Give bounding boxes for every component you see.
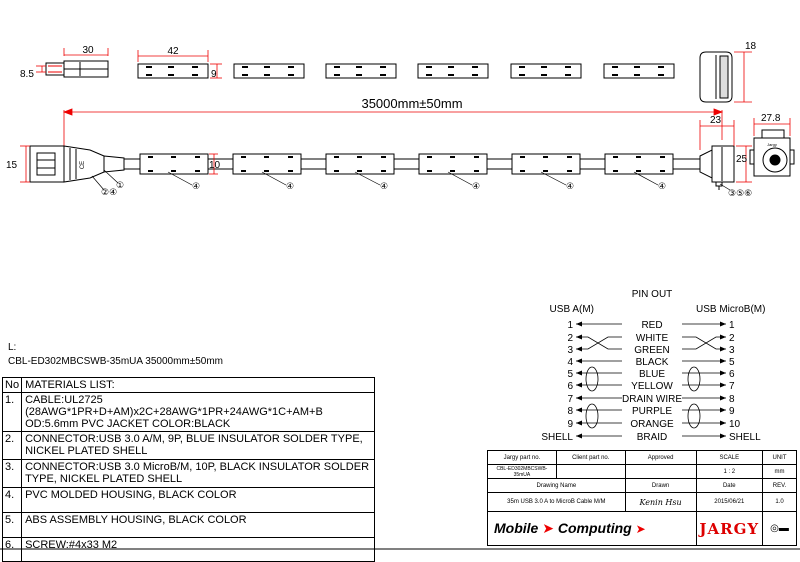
- tb-drawn-value: Kenin Hsu: [625, 493, 696, 512]
- pin-right-5: 6: [729, 369, 735, 380]
- materials-text: CONNECTOR:USB 3.0 A/M, 9P, BLUE INSULATOR SOLDER TYPE, NICKEL PLATED SHELL: [22, 432, 375, 460]
- end-width-dim: [734, 52, 752, 102]
- part-label: L:: [8, 342, 17, 353]
- tb-approved-label: Approved: [625, 451, 696, 465]
- pin-right-3: 3: [729, 345, 735, 356]
- materials-no: 4.: [3, 488, 22, 513]
- materials-row: [3, 432, 375, 460]
- materials-no: 2.: [3, 432, 22, 460]
- pin-signal-7: DRAIN WIRE: [622, 394, 682, 405]
- plug-side-label: 15: [6, 160, 18, 171]
- materials-text: PVC MOLDED HOUSING, BLACK COLOR: [22, 488, 375, 513]
- pin-right-10: SHELL: [729, 432, 761, 443]
- part-code: CBL-ED302MBCSWB-35mUA 35000mm±50mm: [8, 356, 223, 367]
- materials-row: [3, 513, 375, 538]
- tb-client-part-label: Client part no.: [556, 451, 625, 465]
- tb-jargy-logo: JARGY: [696, 512, 763, 546]
- pin-right-7: 8: [729, 394, 735, 405]
- micro-b-width-label: 27.8: [761, 113, 781, 124]
- usb-a-plug-detail: [46, 61, 108, 77]
- ferrite-length-label: 42: [167, 46, 179, 57]
- materials-row: [3, 460, 375, 488]
- tb-unit-label: UNIT: [763, 451, 797, 465]
- tb-rev-label: REV.: [763, 479, 797, 493]
- title-block-row-2: [488, 465, 797, 479]
- materials-no: 5.: [3, 513, 22, 538]
- pin-signal-6: YELLOW: [631, 381, 673, 392]
- pin-right-9: 10: [729, 419, 741, 430]
- tb-drawn-label: Drawn: [625, 479, 696, 493]
- title-block: [487, 450, 797, 546]
- materials-text: CABLE:UL2725 (28AWG*1PR+D+AM)x2C+28AWG*1PR+24AWG*1C+AM+B OD:5.6mm PVC JACKET COLOR:BLACK: [22, 393, 375, 432]
- materials-header-no: No: [3, 378, 22, 393]
- tb-date-value: 2015/06/21: [696, 493, 763, 512]
- plug-side-dim: [20, 146, 30, 182]
- tb-approved-value: [625, 465, 696, 479]
- cable-ferrite-marks: [148, 156, 665, 172]
- usb-a-brand-mark: CE: [80, 160, 86, 170]
- pinout-right-header: USB MicroB(M): [696, 304, 766, 315]
- pin-signal-8: PURPLE: [631, 406, 673, 417]
- callout-ferrite-4: ④: [472, 181, 481, 191]
- tb-client-part-value: [556, 465, 625, 479]
- cable-length-dim: [64, 109, 722, 150]
- micro-b-end-detail: [700, 52, 732, 102]
- tb-date-label: Date: [696, 479, 763, 493]
- micro-b-brand-mark: Jargy: [767, 142, 777, 147]
- ferrite-height-label: 9: [211, 69, 217, 80]
- title-block-row-1: [488, 451, 797, 465]
- cable-length-label: 35000mm±50mm: [361, 96, 463, 111]
- title-block-row-4: [488, 493, 797, 512]
- tb-drawing-name-value: 35m USB 3.0 A to MicroB Cable M/M: [488, 493, 626, 512]
- tb-mobile-computing-logo: [488, 512, 697, 546]
- callout-cable: ①: [116, 180, 125, 190]
- callout-usb-a: ②④: [101, 187, 118, 197]
- pinout-table: [541, 320, 761, 443]
- pin-signal-2: WHITE: [635, 333, 669, 344]
- tb-rev-value: 1.0: [763, 493, 797, 512]
- logo-computing-text: Computing: [557, 520, 632, 536]
- ferrite-detail-marks: [146, 66, 664, 76]
- logo-runner-icon: ➤: [542, 520, 554, 536]
- callout-micro-b: ③⑤⑥: [728, 188, 753, 198]
- pin-signal-1: RED: [641, 320, 663, 331]
- callout-ferrite-3: ④: [380, 181, 389, 191]
- pinout-title: PIN OUT: [631, 289, 673, 300]
- materials-table: [2, 377, 375, 562]
- pin-signal-4: BLACK: [635, 357, 669, 368]
- pinout-left-header: USB A(M): [549, 304, 594, 315]
- tb-unit-value: mm: [763, 465, 797, 479]
- title-block-logo-row: [488, 512, 797, 546]
- title-block-row-3: [488, 479, 797, 493]
- pin-signal-5: BLUE: [638, 369, 666, 380]
- materials-text: SCREW:#4x33 M2: [22, 538, 375, 562]
- plug-height-label: 8.5: [20, 69, 34, 80]
- materials-text: ABS ASSEMBLY HOUSING, BLACK COLOR: [22, 513, 375, 538]
- ferrite-dia-label: 10: [209, 160, 221, 171]
- materials-row: [3, 393, 375, 432]
- pin-left-2: 2: [567, 333, 573, 344]
- materials-header-row: [3, 378, 375, 393]
- pin-left-8: 8: [567, 406, 573, 417]
- end-width-label: 18: [745, 41, 757, 52]
- tb-jargy-part-label: Jargy part no.: [488, 451, 557, 465]
- pin-right-8: 9: [729, 406, 735, 417]
- pin-left-7: 7: [567, 394, 573, 405]
- tb-scale-value: 1 : 2: [696, 465, 763, 479]
- pin-left-4: 4: [567, 357, 573, 368]
- logo-runner-icon-2: ➤: [635, 522, 646, 536]
- materials-no: 1.: [3, 393, 22, 432]
- pin-signal-10: BRAID: [636, 432, 668, 443]
- materials-row: [3, 488, 375, 513]
- micro-b-height-label: 25: [736, 154, 748, 165]
- callout-ferrite-1: ④: [192, 181, 201, 191]
- pin-left-9: 9: [567, 419, 573, 430]
- pin-right-1: 1: [729, 320, 735, 331]
- ferrite-detail-row: [138, 64, 674, 78]
- pin-right-6: 7: [729, 381, 735, 392]
- logo-mobile-text: Mobile: [494, 520, 539, 536]
- materials-header-title: MATERIALS LIST:: [22, 378, 375, 393]
- materials-no: 3.: [3, 460, 22, 488]
- tb-scale-label: SCALE: [696, 451, 763, 465]
- tb-projection-icon: ◎▬: [763, 512, 797, 546]
- callout-ferrite-2: ④: [286, 181, 295, 191]
- pin-right-2: 2: [729, 333, 735, 344]
- pin-right-4: 5: [729, 357, 735, 368]
- callout-ferrite-6: ④: [658, 181, 667, 191]
- pin-left-10: SHELL: [541, 432, 573, 443]
- materials-no: 6.: [3, 538, 22, 562]
- callout-ferrite-5: ④: [566, 181, 575, 191]
- pin-left-1: 1: [567, 320, 573, 331]
- plug-height-dim: [36, 66, 46, 72]
- tb-jargy-part-value: CBL-ED302MBCSWB-35mUA: [488, 465, 557, 479]
- pin-left-3: 3: [567, 345, 573, 356]
- pin-signal-3: GREEN: [634, 345, 670, 356]
- materials-text: CONNECTOR:USB 3.0 MicroB/M, 10P, BLACK INSULATOR SOLDER TYPE, NICKEL PLATED SHELL: [22, 460, 375, 488]
- pin-left-5: 5: [567, 369, 573, 380]
- usb-a-strain-relief: [104, 156, 124, 172]
- pin-left-6: 6: [567, 381, 573, 392]
- plug-length-label: 30: [82, 45, 94, 56]
- micro-b-length-label: 23: [710, 115, 722, 126]
- tb-drawing-name-label: Drawing Name: [488, 479, 626, 493]
- pin-signal-9: ORANGE: [630, 419, 674, 430]
